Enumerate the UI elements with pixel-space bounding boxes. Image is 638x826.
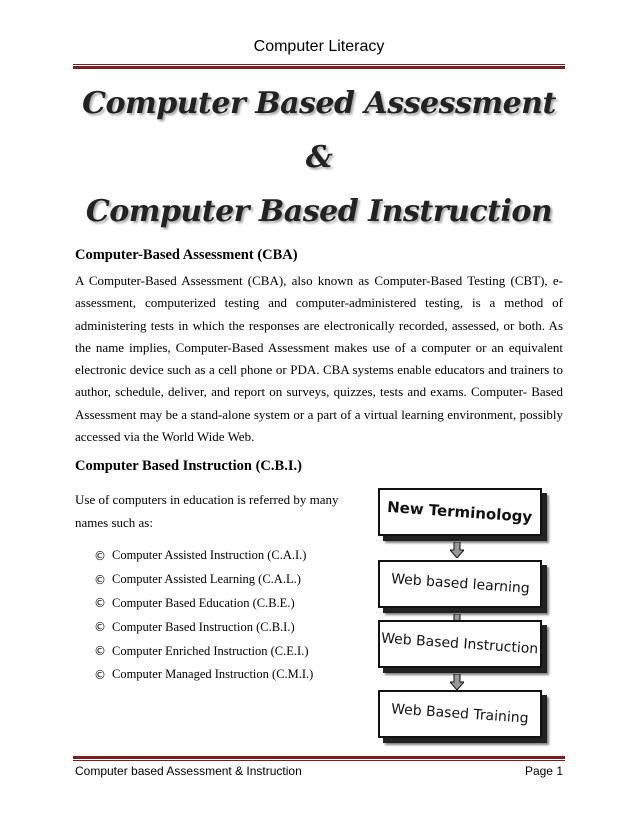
footer-title: Computer based Assessment & Instruction — [75, 764, 302, 778]
page-number: Page 1 — [524, 764, 563, 778]
copyright-bullet-icon: © — [94, 596, 106, 611]
document-title-line-2: Computer Based Instruction — [85, 194, 553, 229]
page-header-title: Computer Literacy — [253, 38, 385, 55]
copyright-bullet-icon: © — [94, 548, 106, 563]
cbi-intro-text: Use of computers in education is referred by many names such as: — [75, 492, 339, 530]
cbi-heading: Computer Based Instruction (C.B.I.) — [75, 458, 302, 474]
copyright-bullet-icon: © — [94, 572, 106, 587]
document-title-ampersand: & — [305, 140, 333, 175]
list-item: © Computer Based Education (C.B.E.) — [94, 595, 295, 611]
diagram-box-web-based-learning: Web based learning — [378, 560, 542, 608]
copyright-bullet-icon: © — [94, 644, 106, 659]
diagram-box-web-based-training: Web Based Training — [378, 690, 542, 738]
cbi-names-list — [94, 544, 313, 687]
list-item: © Computer Managed Instruction (C.M.I.) — [94, 667, 314, 682]
terminology-diagram — [372, 476, 557, 756]
page-footer — [75, 764, 563, 778]
header-rule — [73, 64, 565, 69]
list-item: © Computer Assisted Learning (C.A.L.) — [94, 572, 301, 587]
copyright-bullet-icon: © — [94, 667, 106, 682]
document-title-line-1: Computer Based Assessment — [82, 86, 556, 121]
cba-paragraph: A Computer-Based Assessment (CBA), also known as Computer-Based Testing (CBT), e-assessment, computerized testing and computer-administered testing, is a method of administering tests in which the responses are electronically recorded, assessed, or both. As the name implies, Computer-Based Assessment makes use of a computer or an equivalent electronic device such as a cell phone or PDA. CBA systems enable educators and trainers to author, schedule, deliver, and report on surveys, quizzes, tests and exams. Computer- Based Assessment may be a stand-alone system or a part of a virtual learning environment, possibly accessed via the World Wide Web. — [75, 273, 563, 445]
diagram-box-new-terminology: New Terminology — [378, 488, 542, 536]
footer-rule — [73, 756, 565, 761]
down-arrow-icon — [450, 542, 464, 558]
list-item: © Computer Based Instruction (C.B.I.) — [94, 619, 295, 635]
cba-heading: Computer-Based Assessment (CBA) — [75, 247, 298, 263]
down-arrow-icon — [450, 674, 464, 690]
copyright-bullet-icon: © — [94, 620, 106, 635]
diagram-box-web-based-instruction: Web Based Instruction — [378, 620, 542, 668]
list-item: © Computer Enriched Instruction (C.E.I.) — [94, 643, 309, 659]
list-item: © Computer Assisted Instruction (C.A.I.) — [94, 548, 307, 563]
